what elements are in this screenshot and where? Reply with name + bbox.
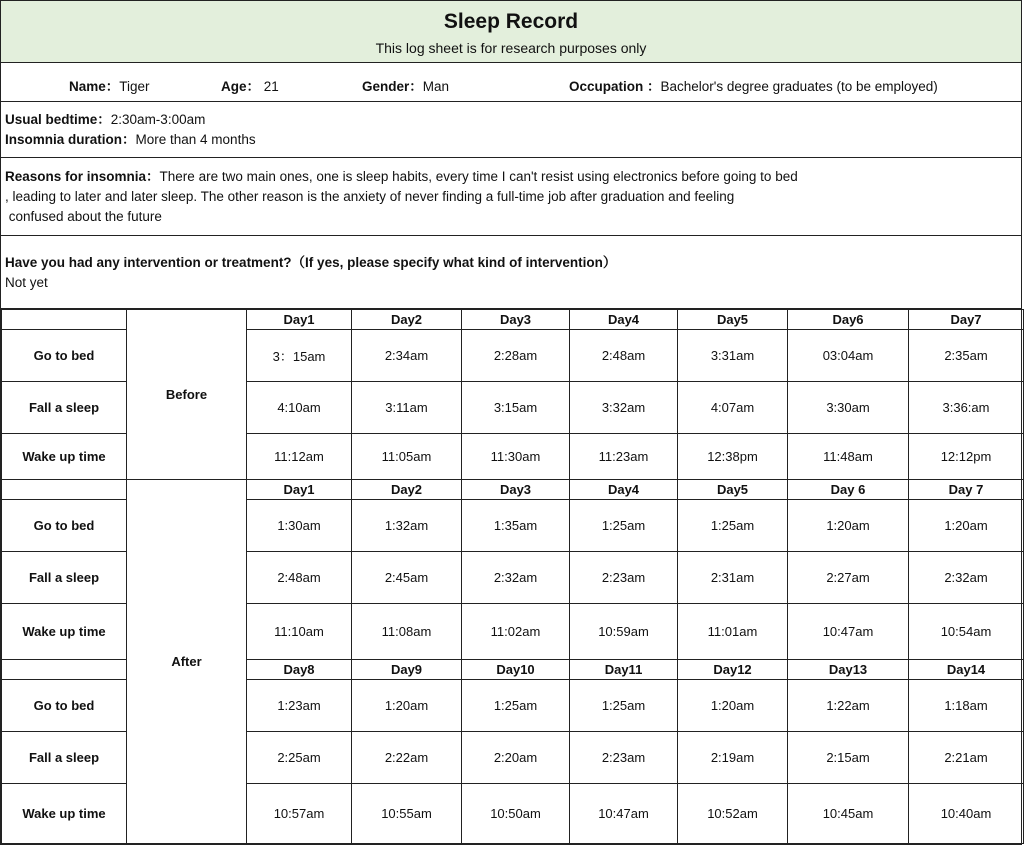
sheet-subtitle: This log sheet is for research purposes only bbox=[375, 40, 647, 56]
insomnia-duration-line bbox=[5, 130, 1017, 150]
reasons-line-1 bbox=[5, 167, 1017, 187]
after-phase-label: After bbox=[127, 480, 247, 844]
day-header: Day11 bbox=[570, 660, 678, 680]
go-to-bed-label: Go to bed bbox=[2, 680, 127, 732]
fall-asleep-label: Fall a sleep bbox=[2, 732, 127, 784]
time-cell: 2:15am bbox=[788, 732, 909, 784]
time-cell: 3:11am bbox=[352, 382, 462, 434]
time-cell: 2:35am bbox=[909, 330, 1024, 382]
sleep-times-table bbox=[1, 309, 1024, 844]
usual-bedtime-value: 2:30am-3:00am bbox=[110, 112, 206, 127]
day-header: Day4 bbox=[570, 310, 678, 330]
time-cell: 1:18am bbox=[909, 680, 1024, 732]
time-cell: 10:50am bbox=[462, 784, 570, 844]
time-cell: 2:32am bbox=[909, 552, 1024, 604]
time-cell: 1:20am bbox=[352, 680, 462, 732]
gender-label: Gender： bbox=[362, 79, 423, 94]
time-cell: 11:30am bbox=[462, 434, 570, 480]
day-header: Day3 bbox=[462, 310, 570, 330]
day-header: Day2 bbox=[352, 310, 462, 330]
day-header: Day 6 bbox=[788, 480, 909, 500]
day-header: Day7 bbox=[909, 310, 1024, 330]
day-header: Day8 bbox=[247, 660, 352, 680]
time-cell: 10:52am bbox=[678, 784, 788, 844]
time-cell: 2:21am bbox=[909, 732, 1024, 784]
time-cell: 2:28am bbox=[462, 330, 570, 382]
time-cell: 11:10am bbox=[247, 604, 352, 660]
wake-up-label: Wake up time bbox=[2, 784, 127, 844]
corner-cell bbox=[2, 310, 127, 330]
time-cell: 10:45am bbox=[788, 784, 909, 844]
day-header: Day9 bbox=[352, 660, 462, 680]
day-header: Day4 bbox=[570, 480, 678, 500]
time-cell: 1:32am bbox=[352, 500, 462, 552]
gender-value: Man bbox=[422, 79, 450, 94]
time-cell: 2:20am bbox=[462, 732, 570, 784]
time-cell: 11:23am bbox=[570, 434, 678, 480]
day-header: Day13 bbox=[788, 660, 909, 680]
time-cell: 10:57am bbox=[247, 784, 352, 844]
sleep-habits-block bbox=[1, 102, 1021, 158]
occupation-label: Occupation ： bbox=[569, 79, 661, 94]
occupation-value: Bachelor's degree graduates (to be employed) bbox=[660, 79, 938, 94]
usual-bedtime-label: Usual bedtime： bbox=[5, 112, 111, 127]
time-cell: 10:47am bbox=[570, 784, 678, 844]
time-cell: 1:22am bbox=[788, 680, 909, 732]
time-cell: 2:45am bbox=[352, 552, 462, 604]
time-cell: 11:12am bbox=[247, 434, 352, 480]
age-field bbox=[221, 75, 279, 95]
spacer-cell bbox=[2, 480, 127, 500]
fall-asleep-label: Fall a sleep bbox=[2, 552, 127, 604]
time-cell: 1:23am bbox=[247, 680, 352, 732]
insomnia-duration-label: Insomnia duration： bbox=[5, 132, 136, 147]
time-cell: 10:59am bbox=[570, 604, 678, 660]
time-cell: 12:38pm bbox=[678, 434, 788, 480]
time-cell: 12:12pm bbox=[909, 434, 1024, 480]
day-header: Day10 bbox=[462, 660, 570, 680]
wake-up-label: Wake up time bbox=[2, 604, 127, 660]
time-cell: 3:15am bbox=[462, 382, 570, 434]
day-header: Day5 bbox=[678, 480, 788, 500]
sheet-title: Sleep Record bbox=[443, 10, 579, 33]
time-cell: 2:48am bbox=[247, 552, 352, 604]
day-header: Day14 bbox=[909, 660, 1024, 680]
personal-info-row bbox=[1, 63, 1021, 102]
time-cell: 1:25am bbox=[678, 500, 788, 552]
time-cell: 1:20am bbox=[909, 500, 1024, 552]
insomnia-duration-value: More than 4 months bbox=[135, 132, 256, 147]
time-cell: 1:35am bbox=[462, 500, 570, 552]
age-label: Age： bbox=[221, 79, 261, 94]
day-header: Day5 bbox=[678, 310, 788, 330]
day-header: Day3 bbox=[462, 480, 570, 500]
time-cell: 11:02am bbox=[462, 604, 570, 660]
time-cell: 1:20am bbox=[678, 680, 788, 732]
time-cell: 11:48am bbox=[788, 434, 909, 480]
time-cell: 2:25am bbox=[247, 732, 352, 784]
time-cell: 2:27am bbox=[788, 552, 909, 604]
day-header: Day12 bbox=[678, 660, 788, 680]
spacer-cell bbox=[2, 660, 127, 680]
time-cell: 2:19am bbox=[678, 732, 788, 784]
wake-up-label: Wake up time bbox=[2, 434, 127, 480]
intervention-question: Have you had any intervention or treatment?（If yes, please specify what kind of intervention） bbox=[5, 255, 617, 270]
age-value: 21 bbox=[263, 79, 279, 94]
time-cell: 3:31am bbox=[678, 330, 788, 382]
time-cell: 4:07am bbox=[678, 382, 788, 434]
time-cell: 1:30am bbox=[247, 500, 352, 552]
time-cell: 10:54am bbox=[909, 604, 1024, 660]
after-day-header-row-1 bbox=[2, 480, 1024, 500]
time-cell: 3:32am bbox=[570, 382, 678, 434]
day-header: Day2 bbox=[352, 480, 462, 500]
time-cell: 1:25am bbox=[570, 680, 678, 732]
gender-field bbox=[362, 75, 449, 95]
title-block bbox=[1, 1, 1021, 63]
day-header: Day1 bbox=[247, 480, 352, 500]
time-cell: 11:08am bbox=[352, 604, 462, 660]
time-cell: 03:04am bbox=[788, 330, 909, 382]
name-value: Tiger bbox=[119, 79, 150, 94]
reasons-text-3: confused about the future bbox=[5, 209, 162, 224]
time-cell: 1:20am bbox=[788, 500, 909, 552]
go-to-bed-label: Go to bed bbox=[2, 330, 127, 382]
day-header: Day1 bbox=[247, 310, 352, 330]
reasons-label: Reasons for insomnia： bbox=[5, 169, 160, 184]
time-cell: 2:34am bbox=[352, 330, 462, 382]
intervention-block bbox=[1, 236, 1021, 309]
occupation-field bbox=[569, 75, 938, 95]
time-cell: 11:05am bbox=[352, 434, 462, 480]
day-header: Day6 bbox=[788, 310, 909, 330]
fall-asleep-label: Fall a sleep bbox=[2, 382, 127, 434]
time-cell: 11:01am bbox=[678, 604, 788, 660]
name-label: Name： bbox=[69, 79, 120, 94]
time-cell: 10:55am bbox=[352, 784, 462, 844]
before-phase-label: Before bbox=[127, 310, 247, 480]
time-cell: 3:30am bbox=[788, 382, 909, 434]
time-cell: 2:32am bbox=[462, 552, 570, 604]
time-cell: 2:23am bbox=[570, 732, 678, 784]
name-field bbox=[69, 75, 150, 95]
before-day-header-row bbox=[2, 310, 1024, 330]
time-cell: 4:10am bbox=[247, 382, 352, 434]
time-cell: 2:22am bbox=[352, 732, 462, 784]
day-header: Day 7 bbox=[909, 480, 1024, 500]
reasons-text-2: , leading to later and later sleep. The other reason is the anxiety of never finding a full-time job after graduation and feeling bbox=[5, 189, 735, 204]
time-cell: 3：15am bbox=[247, 330, 352, 382]
time-cell: 1:25am bbox=[570, 500, 678, 552]
time-cell: 10:47am bbox=[788, 604, 909, 660]
reasons-block bbox=[1, 158, 1021, 236]
time-cell: 10:40am bbox=[909, 784, 1024, 844]
time-cell: 1:25am bbox=[462, 680, 570, 732]
intervention-answer: Not yet bbox=[5, 275, 48, 290]
time-cell: 2:31am bbox=[678, 552, 788, 604]
usual-bedtime-line bbox=[5, 110, 1017, 130]
time-cell: 2:48am bbox=[570, 330, 678, 382]
reasons-text-1: There are two main ones, one is sleep habits, every time I can't resist using electronics before going to bed bbox=[159, 169, 798, 184]
go-to-bed-label: Go to bed bbox=[2, 500, 127, 552]
time-cell: 3:36:am bbox=[909, 382, 1024, 434]
time-cell: 2:23am bbox=[570, 552, 678, 604]
